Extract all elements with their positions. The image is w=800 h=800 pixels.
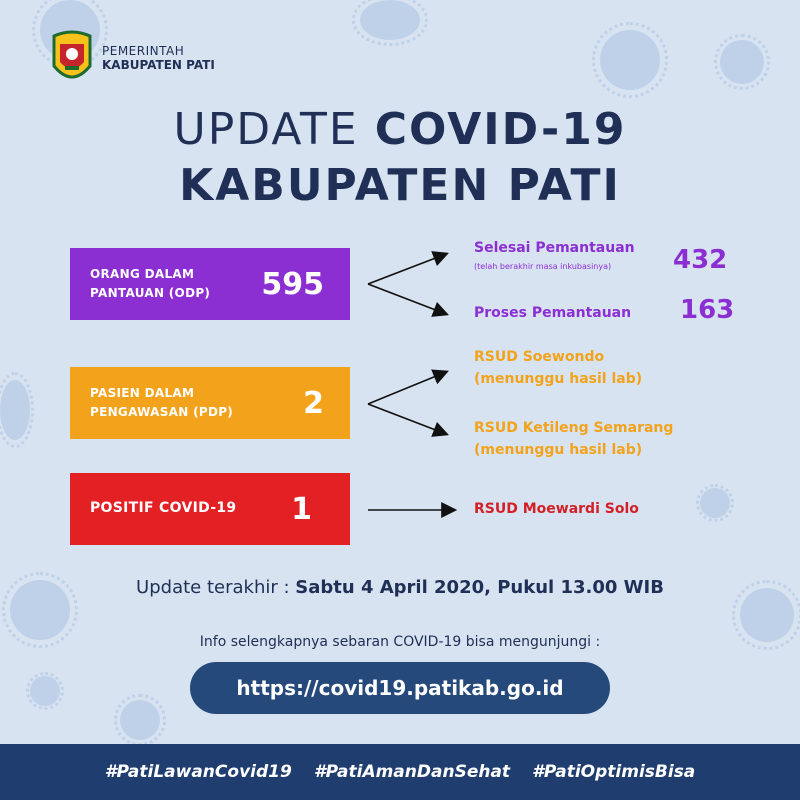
odp-branch-1-label: Selesai Pemantauan <box>474 240 635 256</box>
title-covid-word: COVID-19 <box>374 104 627 155</box>
positif-count: 1 <box>291 491 312 527</box>
update-datetime: Sabtu 4 April 2020, Pukul 13.00 WIB <box>295 577 664 598</box>
odp-label-line2: PANTAUAN (ODP) <box>90 286 211 300</box>
pdp-count: 2 <box>303 385 324 421</box>
odp-label-line1: ORANG DALAM <box>90 267 195 282</box>
header <box>50 30 215 88</box>
pdp-branch-1-line1: RSUD Soewondo <box>474 349 605 365</box>
hashtag-3: #PatiOptimisBisa <box>532 762 696 782</box>
virus-decoration <box>360 0 420 40</box>
odp-branch-2-count: 163 <box>680 295 735 325</box>
virus-decoration <box>0 380 30 440</box>
page-title-line2: KABUPATEN PATI <box>179 160 621 211</box>
website-link[interactable]: https://covid19.patikab.go.id <box>190 662 610 714</box>
pdp-branch-1-line2: (menunggu hasil lab) <box>474 371 643 388</box>
pdp-box <box>70 367 350 439</box>
pdp-arrow-down <box>368 404 446 434</box>
virus-decoration <box>720 40 764 84</box>
positif-box <box>70 473 350 545</box>
positif-destination: RSUD Moewardi Solo <box>474 501 639 517</box>
org-line2: KABUPATEN PATI <box>102 58 215 72</box>
virus-decoration <box>700 488 730 518</box>
title-update-word: UPDATE <box>173 104 375 155</box>
pdp-branch-2-line2: (menunggu hasil lab) <box>474 442 643 459</box>
odp-label <box>90 265 261 302</box>
odp-arrow-up <box>368 254 446 284</box>
pdp-branch-2 <box>474 417 673 462</box>
pdp-branch-2-line1: RSUD Ketileng Semarang <box>474 420 674 436</box>
pdp-label <box>90 384 303 421</box>
hashtag-1: #PatiLawanCovid19 <box>104 762 292 782</box>
odp-arrow-down <box>368 284 446 314</box>
update-prefix: Update terakhir : <box>136 577 296 598</box>
pdp-arrow-up <box>368 372 446 404</box>
page-title-line1 <box>0 104 800 155</box>
pdp-branch-1 <box>474 346 642 391</box>
pdp-label-line2: PENGAWASAN (PDP) <box>90 405 234 419</box>
odp-count: 595 <box>261 266 324 302</box>
virus-decoration <box>600 30 660 90</box>
odp-branch-2-label: Proses Pemantauan <box>474 305 632 321</box>
kabupaten-pati-logo <box>50 30 94 88</box>
pdp-label-line1: PASIEN DALAM <box>90 386 195 401</box>
odp-branch-1-sub: (telah berakhir masa inkubasinya) <box>474 262 612 271</box>
virus-decoration <box>120 700 160 740</box>
org-line1: PEMERINTAH <box>102 44 185 59</box>
virus-decoration <box>30 676 60 706</box>
hashtag-footer <box>0 744 800 800</box>
odp-branch-1-count: 432 <box>673 245 728 275</box>
positif-label: POSITIF COVID-19 <box>90 500 237 517</box>
info-text: Info selengkapnya sebaran COVID-19 bisa mengunjungi : <box>199 634 601 650</box>
hashtag-2: #PatiAmanDanSehat <box>313 762 511 782</box>
last-update <box>0 577 800 598</box>
odp-box <box>70 248 350 320</box>
